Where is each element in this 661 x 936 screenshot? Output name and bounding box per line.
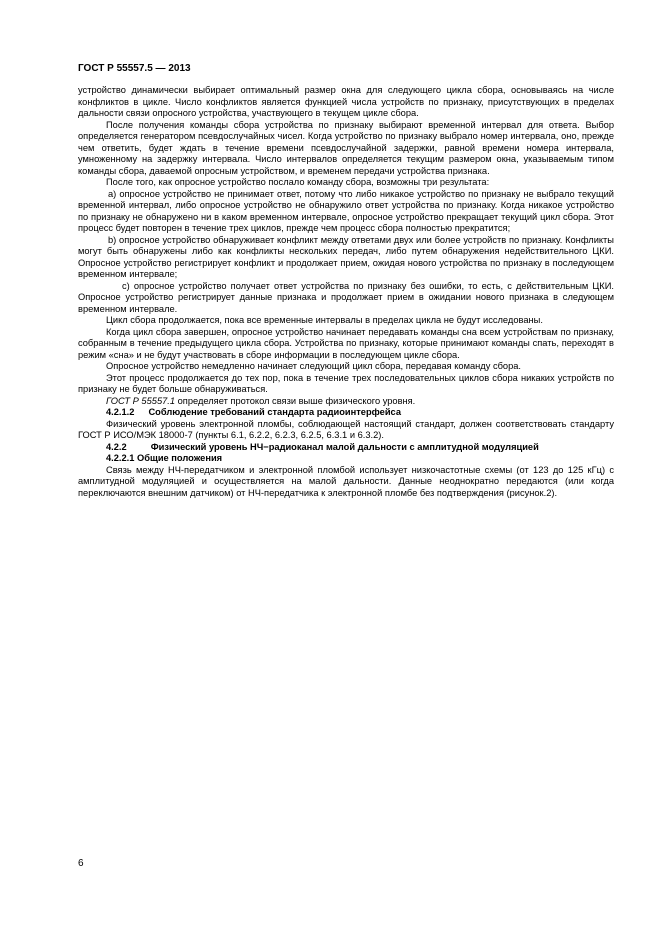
list-item-a: а) опросное устройство не принимает ответ, потому что либо никакое устройство по признаку не выбрало текущий временной интервал, либо опросное устройство не обнаружило ответ устройства по признаку. Когда никакое устройство по признаку не обнаружено ни в каком временном интервале, опросное устройство прекращает текущий цикл сбора. Этот процесс будет повторен в течение трех циклов, прежде чем процесс сбора полностью прекратится; xyxy=(78,188,614,233)
section-number: 4.2.1.2 xyxy=(106,407,135,417)
paragraph: После того, как опросное устройство послало команду сбора, возможны три результата: xyxy=(106,177,490,187)
section-title: Физический уровень НЧ−радиоканал малой дальности с амплитудной модуляцией xyxy=(150,441,539,452)
paragraph: Опросное устройство немедленно начинает следующий цикл сбора, передавая команду сбора. xyxy=(106,361,522,371)
paragraph-text: определяет протокол связи выше физического уровня. xyxy=(175,395,416,406)
paragraph: После получения команды сбора устройства по признаку выбирают временной интервал для ответа. Выбор определяется генератором псевдослучайных чисел. Когда устройство по признаку выбрало номер интервала, оно, прежде чем ответить, будет ждать в течение времени псевдослучайной задержки, равной времени номера интервала, умноженному на задержку интервала. Число интервалов определяется текущим размером окна, указываемым типом команды сбора, даваемой опросным устройством, и временем передачи устройства признака. xyxy=(78,119,614,176)
section-heading-4-2-2-1: 4.2.2.1 Общие положения xyxy=(106,453,223,463)
section-number: 4.2.2 xyxy=(106,441,127,452)
paragraph: Физический уровень электронной пломбы, соблюдающей настоящий стандарт, должен соответствовать стандарту ГОСТ Р ИСО/МЭК 18000-7 (пункты 6.1, 6.2.2, 6.2.3, 6.2.5, 6.3.1 и 6.3.2). xyxy=(78,418,614,440)
paragraph: Когда цикл сбора завершен, опросное устройство начинает передавать команды сна всем устройствам по признаку, собранным в течение предыдущего цикла сбора. Устройства по признаку, которые принимают команды спать, переходят в режим «сна» и не будут участвовать в сборе информации в последующем цикле сбора. xyxy=(78,326,614,360)
section-title: Соблюдение требований стандарта радиоинтерфейса xyxy=(148,407,401,417)
list-item-b: b) опросное устройство обнаруживает конфликт между ответами двух или более устройств по признаку. Конфликты могут быть обнаружены либо как конфликты нескольких передач, либо путем обнаружения недействительного ЦКИ. Опросное устройство регистрирует конфликт и продолжает прием, ожидая нового устройства по признаку в последующем временном интервале; xyxy=(78,234,614,279)
list-item-c: с) опросное устройство получает ответ устройства по признаку без ошибки, то есть, с действительным ЦКИ. Опросное устройство регистрирует данные признака и продолжает прием в ожидании нового признака в следующем временном интервале. xyxy=(78,280,614,314)
paragraph xyxy=(78,396,614,408)
paragraph: устройство динамически выбирает оптимальный размер окна для следующего цикла сбора, основываясь на числе конфликтов в цикле. Число конфликтов является функцией числа устройств по признаку, присутствующих в пределах дальности связи опросного устройства, участвующего в текущем цикле сбора. xyxy=(78,85,614,118)
section-heading-4-2-2 xyxy=(78,442,614,454)
paragraph: Связь между НЧ-передатчиком и электронной пломбой использует низкочастотные схемы (от 123 до 125 кГц) с амплитудной модуляцией и осуществляется на малой дальности. Данные неоднократно передаются (или когда переключаются внешним датчиком) от НЧ-передатчика к электронной пломбе без подтверждения (рисунок.2). xyxy=(78,464,614,498)
page-number: 6 xyxy=(78,858,84,869)
standard-reference: ГОСТ Р 55557.1 xyxy=(106,395,176,406)
section-heading-4-2-1-2 xyxy=(78,407,614,419)
paragraph: Цикл сбора продолжается, пока все временные интервалы в пределах цикла не будут исследованы. xyxy=(106,315,543,325)
document-body xyxy=(78,85,614,499)
document-header: ГОСТ Р 55557.5 — 2013 xyxy=(78,63,191,74)
paragraph: Этот процесс продолжается до тех пор, пока в течение трех последовательных циклов сбора никаких устройств по признаку не будет больше обнаруживаться. xyxy=(78,372,614,394)
